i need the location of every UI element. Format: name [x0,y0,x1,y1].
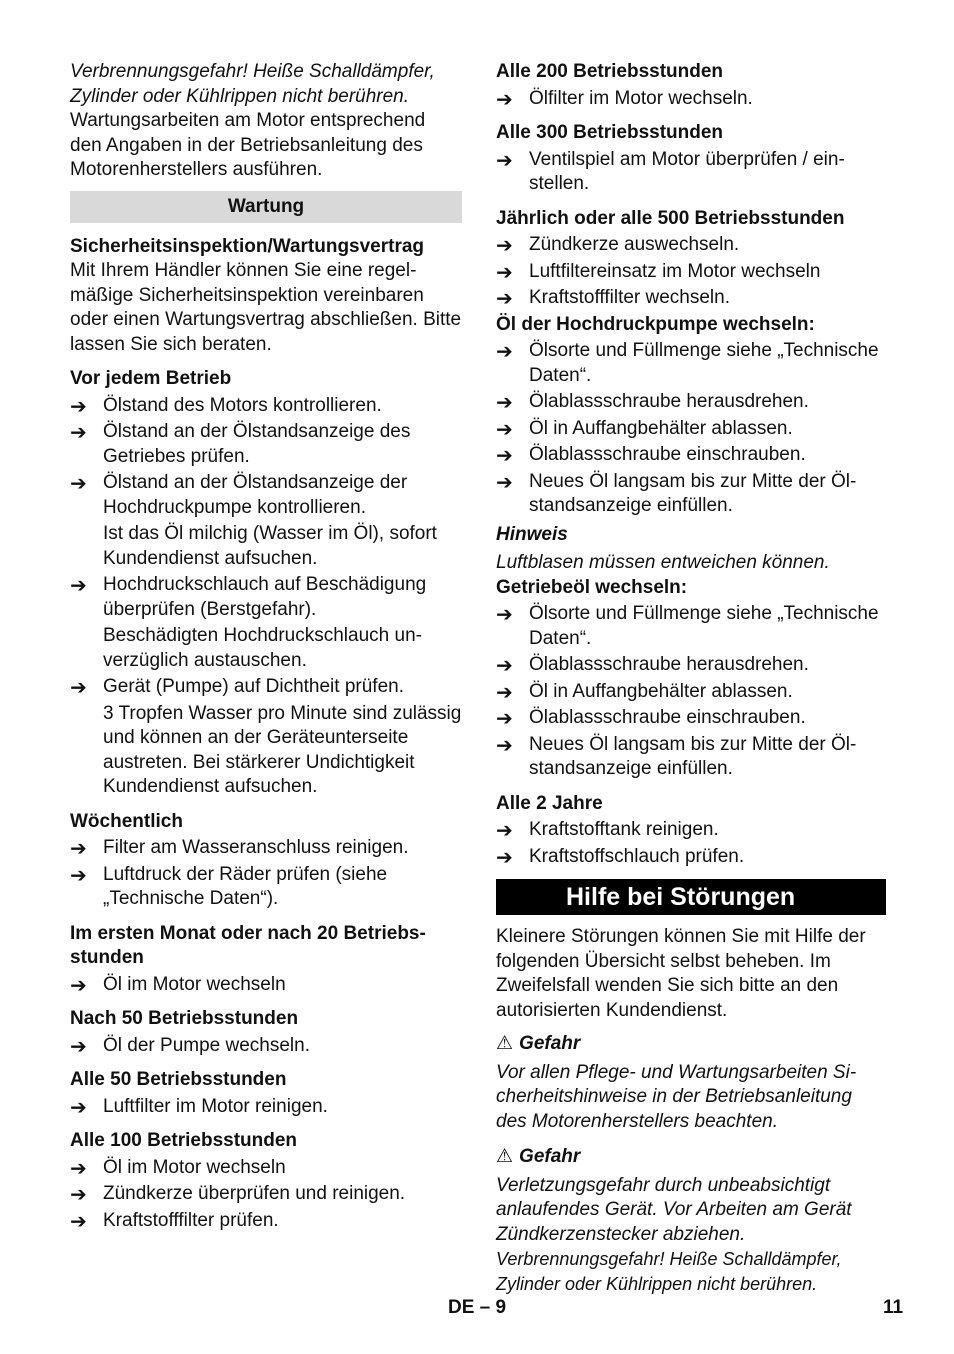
gear-oil-heading: Getriebeöl wechseln: [496,576,688,598]
arrow-icon: ➔ [70,675,87,699]
danger-text: Verletzungsgefahr durch unbeabsichtigt anlaufendes Gerät. Vor Arbeiten am Gerät Zündkerzenstecker abziehen. [496,1174,852,1245]
every100-heading: Alle 100 Betriebsstunden [70,1130,298,1151]
arrow-icon: ➔ [496,679,513,704]
list-item: ➔ Zündkerze auswechseln. [496,233,740,257]
before-note: 3 Tropfen Wasser pro Minute sind zulässig und können an der Geräteunterseite austreten. Bei stärkerer Undichtigkeit Kundendienst aufsuchen. [103,702,462,797]
arrow-icon: ➔ [70,836,87,860]
before-note: Ist das Öl milchig (Wasser im Öl), sofort Kundendienst aufsuchen. [103,523,437,569]
arrow-icon: ➔ [496,86,513,111]
hint-label: Hinweis [496,523,568,545]
first-month-heading: Im ersten Monat oder nach 20 Betriebsstunden [70,922,426,968]
list-item: ➔ Luftfiltereinsatz im Motor wechseln [496,259,821,284]
every300-heading: Alle 300 Betriebsstunden [496,122,724,143]
arrow-icon: ➔ [70,420,87,444]
list-item: ➔ Ölfilter im Motor wechseln. [496,86,753,111]
arrow-icon: ➔ [70,1155,87,1180]
list-item: ➔ Hochdruckschlauch auf Beschädigung überprüfen (Berstgefahr). [70,573,427,620]
intro-warning: Verbrennungsgefahr! Heiße Schalldämpfer, Zylinder oder Kühlrippen nicht berühren. [70,61,435,107]
arrow-icon: ➔ [496,469,513,494]
first-month-list [70,973,462,998]
every100-list [70,1156,462,1234]
arrow-icon: ➔ [70,1094,87,1119]
every200-heading: Alle 200 Betriebsstunden [496,61,724,82]
list-item: ➔ Öl im Motor wechseln [70,972,286,997]
list-item: ➔ Kraftstofffilter wechseln. [496,286,731,310]
after50-list [70,1034,462,1059]
list-item: ➔ Gerät (Pumpe) auf Dichtheit prüfen. [70,675,404,699]
arrow-icon: ➔ [496,706,513,730]
list-item: ➔ Öl in Auffangbehälter ablassen. [496,416,793,441]
hp-oil-list [496,339,886,519]
list-item: ➔ Filter am Wasseranschluss reinigen. [70,836,409,860]
gear-oil-list [496,602,886,782]
every300-list [496,148,886,197]
list-item: ➔ Öl in Auffangbehälter ablassen. [496,679,793,704]
arrow-icon: ➔ [70,393,87,418]
weekly-heading: Wöchentlich [70,810,183,832]
list-item: ➔ Kraftstoffschlauch prüfen. [496,844,745,869]
arrow-icon: ➔ [70,1208,87,1233]
warning-icon: ⚠ [496,1145,514,1167]
hint-text: Luftblasen müssen entweichen können. [496,552,830,573]
arrow-icon: ➔ [496,147,513,172]
two-years-list [496,818,886,869]
arrow-icon: ➔ [496,844,513,869]
list-item: ➔ Ölablassschraube einschrauben. [496,706,806,730]
list-item: ➔ Zündkerze überprüfen und reinigen. [70,1182,406,1206]
left-column [70,60,462,1233]
yearly-list [496,233,886,311]
list-item: ➔ Neues Öl langsam bis zur Mitte der Ölstandsanzeige einfüllen. [496,732,857,779]
arrow-icon: ➔ [496,818,513,842]
list-item: ➔ Neues Öl langsam bis zur Mitte der Ölstandsanzeige einfüllen. [496,469,857,516]
right-column [496,60,886,1296]
page-code: DE – 9 [448,1297,507,1318]
list-item: ➔ Ölsorte und Füllmenge siehe „Technische Daten“. [496,602,879,649]
list-item: ➔ Kraftstofftank reinigen. [496,818,719,842]
safety-text: Mit Ihrem Händler können Sie eine regelmäßige Sicherheitsinspektion vereinbaren oder einen Wartungsvertrag abschließen. Bitte lassen Sie sich beraten. [70,260,462,355]
warning-icon: ⚠ [496,1032,514,1054]
arrow-icon: ➔ [496,259,513,284]
list-item: ➔ Ölstand an der Ölstandsanzeige der Hochdruckpumpe kontrollieren. [70,471,408,518]
safety-heading: Sicherheitsinspektion/Wartungsvertrag [70,235,425,257]
arrow-icon: ➔ [496,602,513,626]
section-intro: Kleinere Störungen können Sie mit Hilfe der folgenden Übersicht selbst beheben. Im Zweifelsfall wenden Sie sich bitte an den autorisierten Kundendienst. [496,926,866,1021]
list-item: ➔ Ölsorte und Füllmenge siehe „Technische Daten“. [496,339,879,386]
every200-list [496,87,886,112]
arrow-icon: ➔ [496,339,513,363]
danger-label: ⚠ Gefahr [496,1032,581,1054]
arrow-icon: ➔ [496,286,513,310]
before-heading: Vor jedem Betrieb [70,368,232,389]
list-item: ➔ Ventilspiel am Motor überprüfen / einstellen. [496,147,845,194]
list-item: ➔ Luftfilter im Motor reinigen. [70,1094,328,1119]
hp-oil-heading: Öl der Hochdruckpumpe wechseln: [496,313,815,335]
before-list [70,394,462,521]
every50-list [70,1095,462,1120]
list-item: ➔ Ölablassschraube einschrauben. [496,443,806,467]
section-band-wartung: Wartung [70,191,462,223]
arrow-icon: ➔ [496,653,513,677]
every50-heading: Alle 50 Betriebsstunden [70,1069,287,1090]
page-number: 11 [883,1297,904,1318]
arrow-icon: ➔ [70,1033,87,1058]
danger-label: ⚠ Gefahr [496,1145,581,1167]
list-item: ➔ Ölstand an der Ölstandsanzeige des Getriebes prüfen. [70,420,411,467]
list-item: ➔ Öl der Pumpe wechseln. [70,1033,310,1058]
two-years-heading: Alle 2 Jahre [496,792,603,814]
weekly-list [70,836,462,912]
danger-text-2: Verbrennungsgefahr! Heiße Schalldämpfer, Zylinder oder Kühlrippen nicht berühren. [496,1249,842,1294]
list-item: ➔ Ölablassschraube herausdrehen. [496,390,809,414]
list-item: ➔ Luftdruck der Räder prüfen (siehe „Technische Daten“). [70,862,388,909]
after50-heading: Nach 50 Betriebsstunden [70,1008,299,1029]
arrow-icon: ➔ [496,416,513,441]
arrow-icon: ➔ [496,443,513,467]
arrow-icon: ➔ [70,862,87,887]
arrow-icon: ➔ [70,972,87,997]
arrow-icon: ➔ [70,471,87,495]
list-item: ➔ Kraftstofffilter prüfen. [70,1208,279,1233]
yearly-heading: Jährlich oder alle 500 Betriebsstunden [496,207,845,229]
before-note: Beschädigten Hochdruckschlauch unverzüglich austauschen. [103,625,422,671]
list-item: ➔ Ölstand des Motors kontrollieren. [70,393,382,418]
arrow-icon: ➔ [70,1182,87,1206]
danger-text: Vor allen Pflege- und Wartungsarbeiten Sicherheitshinweise in der Betriebsanleitung des Motorenherstellers beachten. [496,1061,857,1132]
arrow-icon: ➔ [496,233,513,257]
section-title-bar: Hilfe bei Störungen [496,879,886,915]
list-item: ➔ Öl im Motor wechseln [70,1155,286,1180]
arrow-icon: ➔ [496,732,513,757]
arrow-icon: ➔ [70,573,87,597]
arrow-icon: ➔ [496,390,513,414]
intro-text: Wartungsarbeiten am Motor entsprechend den Angaben in der Betriebsanleitung des Motorenherstellers ausführen. [70,110,426,180]
list-item: ➔ Ölablassschraube herausdrehen. [496,653,809,677]
